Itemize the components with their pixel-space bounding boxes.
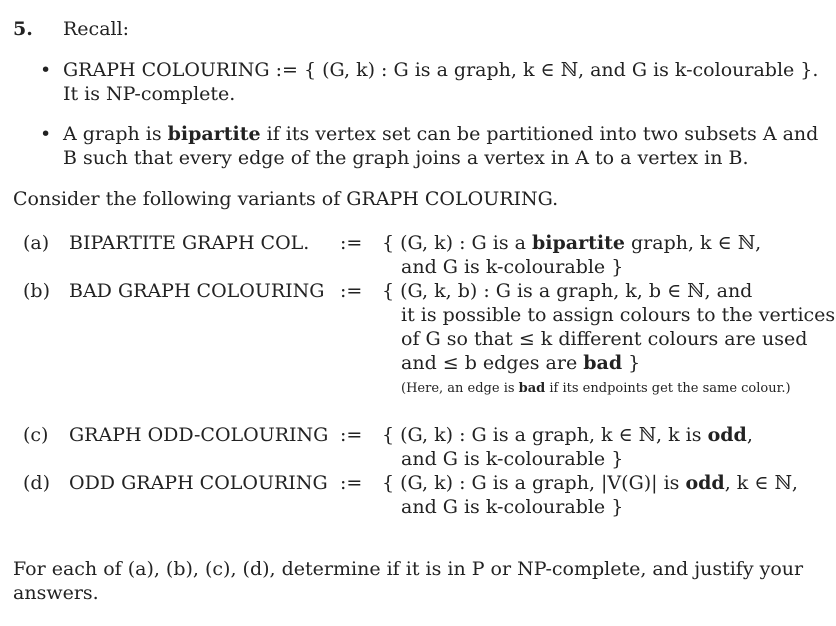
item-b-note-post: if its endpoints get the same colour.)	[545, 381, 791, 396]
item-name-a: BIPARTITE GRAPH COL.	[69, 232, 310, 254]
item-a-line2: and G is k-colourable }	[401, 256, 624, 278]
item-b-note	[401, 377, 791, 401]
closing-line1: For each of (a), (b), (c), (d), determine if it is in P or NP-complete, and justify your	[13, 558, 804, 580]
item-b-note-bold: bad	[518, 381, 546, 396]
item-d-line1	[382, 471, 798, 495]
item-label-a: (a)	[23, 232, 50, 254]
bullet2-line2: B such that every edge of the graph joins a vertex in A to a vertex in B.	[63, 147, 749, 169]
item-c-line2: and G is k-colourable }	[401, 448, 624, 470]
item-label-c: (c)	[23, 424, 49, 446]
item-a-line1	[382, 231, 761, 255]
item-c-line1-post: ,	[746, 424, 753, 446]
item-assign-b: :=	[340, 280, 363, 302]
item-d-line1-pre: { (G, k) : G is a graph, |V(G)| is	[382, 472, 686, 494]
item-b-line4	[401, 351, 640, 375]
closing-line2: answers.	[13, 582, 99, 604]
item-assign-d: :=	[340, 472, 363, 494]
graph-colouring-def: := { (G, k) : G is a graph, k ∈ ℕ, and G is k-colourable }.	[275, 59, 819, 81]
item-assign-a: :=	[340, 232, 363, 254]
item-d-bold: odd	[685, 472, 725, 494]
item-b-note-pre: (Here, an edge is	[401, 381, 519, 396]
item-d-line1-post: , k ∈ ℕ,	[724, 472, 798, 494]
bullet1-line2: It is NP-complete.	[63, 83, 236, 105]
bullet2-text-post: if its vertex set can be partitioned into two subsets A and	[260, 123, 819, 145]
graph-colouring-name: GRAPH COLOURING	[63, 59, 270, 81]
item-name-b: BAD GRAPH COLOURING	[69, 280, 325, 302]
item-c-bold: odd	[707, 424, 747, 446]
item-b-bold: bad	[583, 352, 623, 374]
consider-line: Consider the following variants of GRAPH COLOURING.	[13, 188, 559, 210]
bullet2-text-pre: A graph is	[63, 123, 168, 145]
item-a-line1-post: graph, k ∈ ℕ,	[624, 232, 762, 254]
item-b-line1: { (G, k, b) : G is a graph, k, b ∈ ℕ, and	[382, 280, 753, 302]
bullet1-line1	[63, 58, 818, 82]
item-a-line1-pre: { (G, k) : G is a	[382, 232, 532, 254]
bipartite-term: bipartite	[167, 123, 261, 145]
item-assign-c: :=	[340, 424, 363, 446]
bullet-dot: •	[40, 59, 52, 81]
item-b-line3: of G so that ≤ k different colours are used	[401, 328, 808, 350]
item-label-b: (b)	[23, 280, 50, 302]
problem-number: 5.	[13, 18, 33, 40]
item-name-c: GRAPH ODD-COLOURING	[69, 424, 329, 446]
item-a-bold: bipartite	[531, 232, 625, 254]
item-c-line1	[382, 423, 753, 447]
recall-label: Recall:	[63, 18, 130, 40]
item-c-line1-pre: { (G, k) : G is a graph, k ∈ ℕ, k is	[382, 424, 708, 446]
item-b-line4-pre: and ≤ b edges are	[401, 352, 584, 374]
item-b-line4-post: }	[622, 352, 641, 374]
item-name-d: ODD GRAPH COLOURING	[69, 472, 328, 494]
item-d-line2: and G is k-colourable }	[401, 496, 624, 518]
item-label-d: (d)	[23, 472, 50, 494]
bullet-dot: •	[40, 123, 52, 145]
bullet2-line1	[63, 122, 818, 146]
item-b-line2: it is possible to assign colours to the vertices	[401, 304, 836, 326]
